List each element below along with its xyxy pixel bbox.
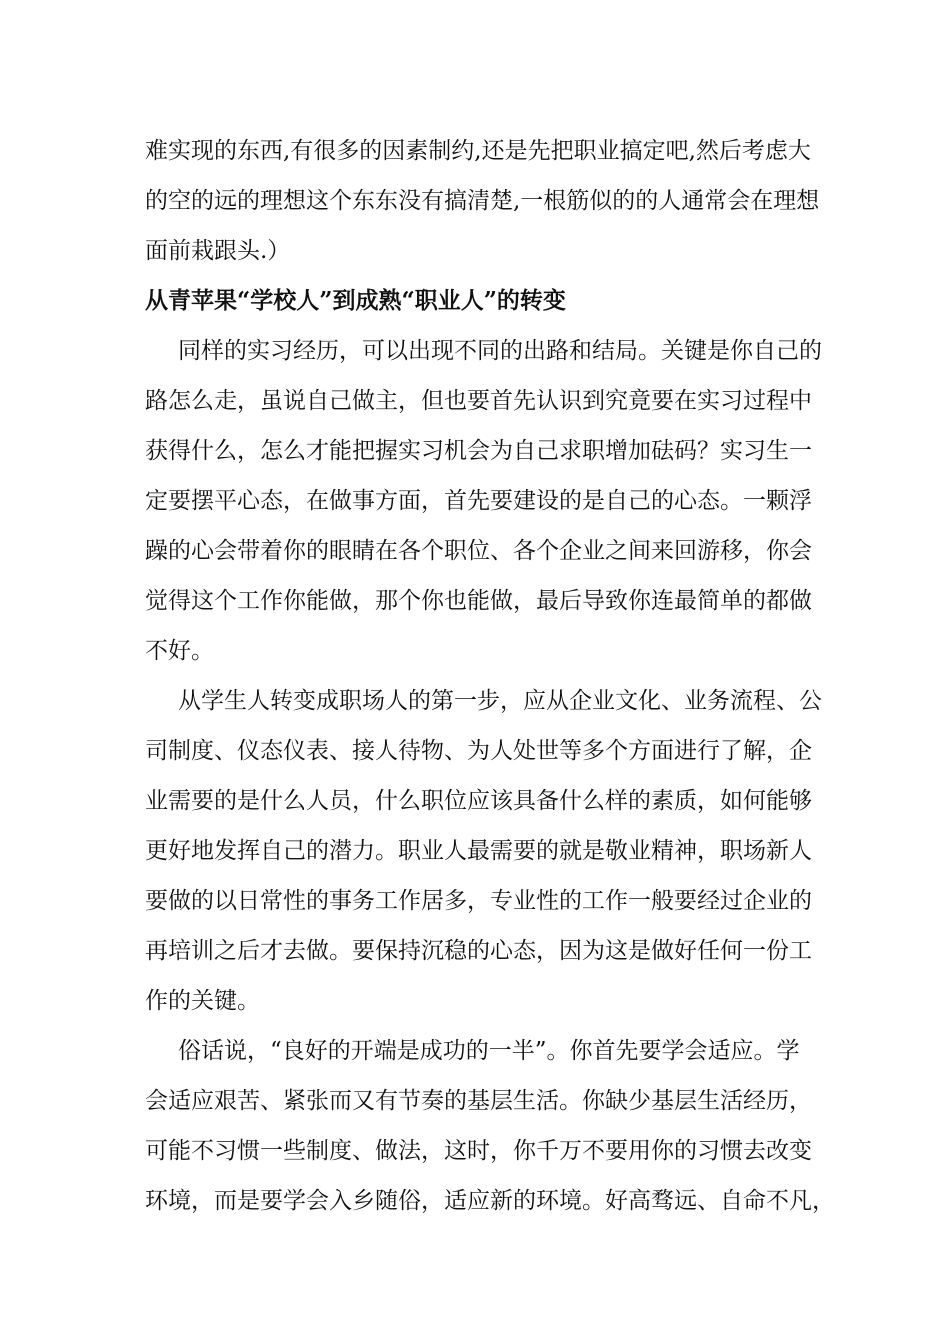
paragraph-2-line-7: 不好。 <box>145 638 214 664</box>
paragraph-3-line-2: 司制度、仪态仪表、接人待物、为人处世等多个方面进行了解，企 <box>145 738 812 764</box>
section-heading: 从青苹果“学校人”到成熟“职业人”的转变 <box>145 287 566 314</box>
paragraph-4-line-1: 俗话说，“良好的开端是成功的一半”。你首先要学会适应。学 <box>178 1038 800 1064</box>
paragraph-3-line-1: 从学生人转变成职场人的第一步，应从企业文化、业务流程、公 <box>178 688 822 714</box>
paragraph-1-line-1: 难实现的东西,有很多的因素制约,还是先把职业搞定吧,然后考虑大 <box>145 138 811 164</box>
paragraph-3-line-5: 要做的以日常性的事务工作居多，专业性的工作一般要经过企业的 <box>145 888 812 914</box>
paragraph-2-line-2: 路怎么走，虽说自己做主，但也要首先认识到究竟要在实习过程中 <box>145 388 812 414</box>
paragraph-2-line-6: 觉得这个工作你能做，那个你也能做，最后导致你连最简单的都做 <box>145 588 812 614</box>
paragraph-2-line-1: 同样的实习经历，可以出现不同的出路和结局。关键是你自己的 <box>178 338 822 364</box>
paragraph-3-line-6: 再培训之后才去做。要保持沉稳的心态，因为这是做好任何一份工 <box>145 938 812 964</box>
paragraph-3-line-3: 业需要的是什么人员，什么职位应该具备什么样的素质，如何能够 <box>145 788 812 814</box>
paragraph-3-line-4: 更好地发挥自己的潜力。职业人最需要的就是敬业精神，职场新人 <box>145 838 812 864</box>
paragraph-2-line-4: 定要摆平心态，在做事方面，首先要建设的是自己的心态。一颗浮 <box>145 488 812 514</box>
paragraph-1-line-2: 的空的远的理想这个东东没有搞清楚,一根筋似的的人通常会在理想 <box>145 188 820 214</box>
paragraph-3-line-7: 作的关键。 <box>145 988 260 1014</box>
paragraph-4-line-2: 会适应艰苦、紧张而又有节奏的基层生活。你缺少基层生活经历， <box>145 1088 812 1114</box>
paragraph-2-line-3: 获得什么，怎么才能把握实习机会为自己求职增加砝码？实习生一 <box>145 438 812 464</box>
paragraph-1-line-3: 面前栽跟头.） <box>145 238 291 264</box>
paragraph-4-line-4: 环境，而是要学会入乡随俗，适应新的环境。好高骛远、自命不凡， <box>145 1188 835 1214</box>
paragraph-2-line-5: 躁的心会带着你的眼睛在各个职位、各个企业之间来回游移，你会 <box>145 538 812 564</box>
paragraph-4-line-3: 可能不习惯一些制度、做法，这时，你千万不要用你的习惯去改变 <box>145 1138 812 1164</box>
